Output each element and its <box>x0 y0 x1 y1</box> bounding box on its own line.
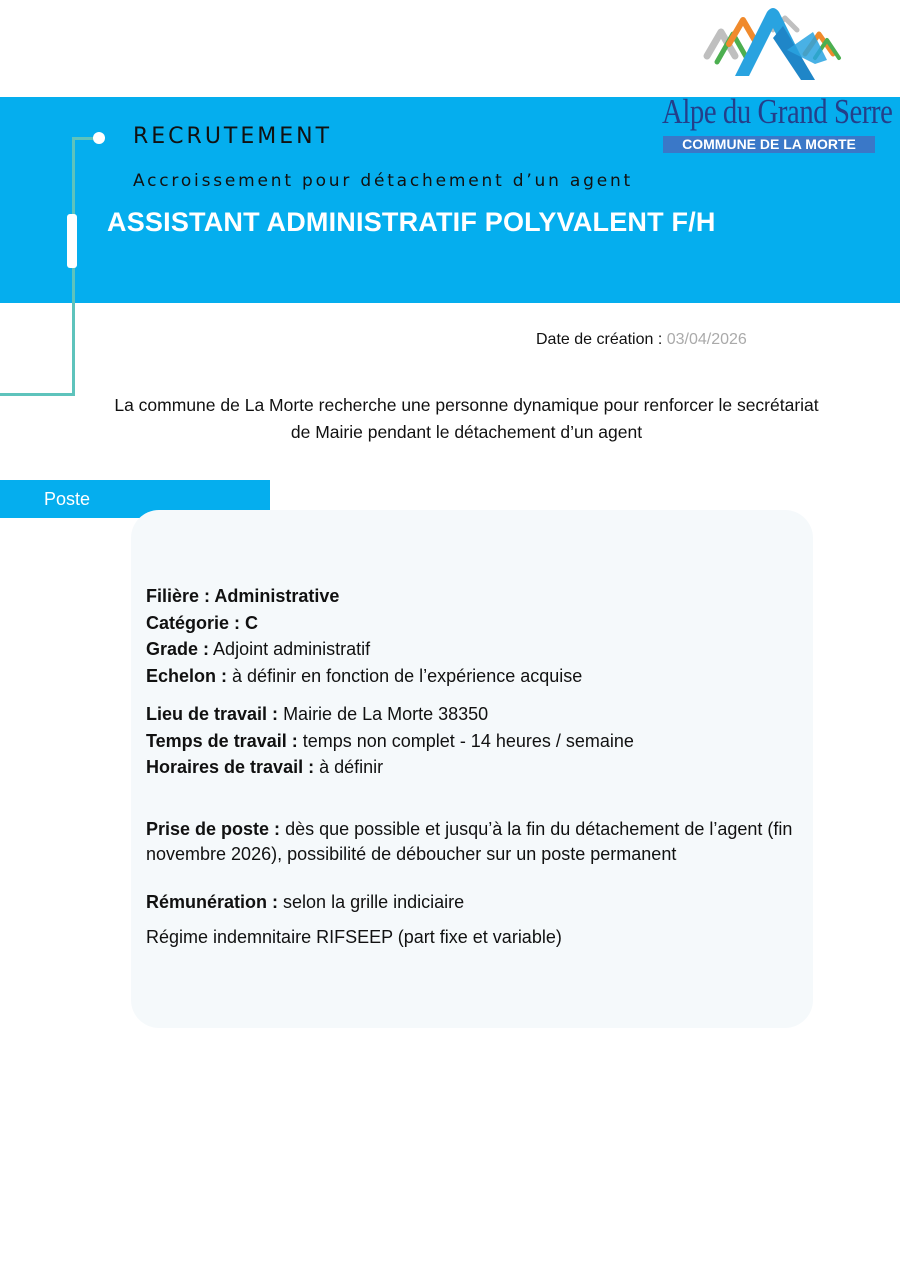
remuneration-row: Rémunération : selon la grille indiciaire <box>146 891 465 912</box>
page-kicker: RECRUTEMENT <box>133 124 333 149</box>
details-content <box>146 583 806 951</box>
intro-text: La commune de La Morte recherche une personne dynamique pour renforcer le secrétariat de Mairie pendant le détachement d’un agent <box>114 395 819 442</box>
temps-row: Temps de travail : temps non complet - 14 heures / semaine <box>146 730 634 751</box>
deco-bar <box>67 214 77 268</box>
prise-de-poste-row: Prise de poste : dès que possible et jusqu’à la fin du détachement de l’agent (fin novembre 2026), possibilité de déboucher sur un poste permanent <box>146 818 793 864</box>
creation-date-value: 03/04/2026 <box>666 331 747 348</box>
mountain-logo-icon <box>655 4 890 156</box>
horaires-row: Horaires de travail : à définir <box>146 757 384 777</box>
echelon-row: Echelon : à définir en fonction de l’expérience acquise <box>146 665 583 686</box>
logo-tagline: COMMUNE DE LA MORTE <box>663 136 875 153</box>
creation-date <box>536 331 747 349</box>
deco-dot <box>93 132 105 144</box>
deco-line-bottom <box>0 393 75 396</box>
page-title: ASSISTANT ADMINISTRATIF POLYVALENT F/H <box>107 207 716 237</box>
section-tab-label: Poste <box>44 489 91 509</box>
regime-row: Régime indemnitaire RIFSEEP (part fixe et variable) <box>146 927 562 947</box>
lieu-row: Lieu de travail : Mairie de La Morte 38350 <box>146 704 489 724</box>
grade-row: Grade : Adjoint administratif <box>146 639 371 659</box>
categorie-row: Catégorie : C <box>146 612 259 633</box>
logo-name: Alpe du Grand Serre <box>662 92 893 131</box>
page-subtitle: Accroissement pour détachement d’un agent <box>133 171 633 191</box>
filiere-row: Filière : Administrative <box>146 586 340 606</box>
creation-date-label: Date de création : <box>536 331 663 348</box>
